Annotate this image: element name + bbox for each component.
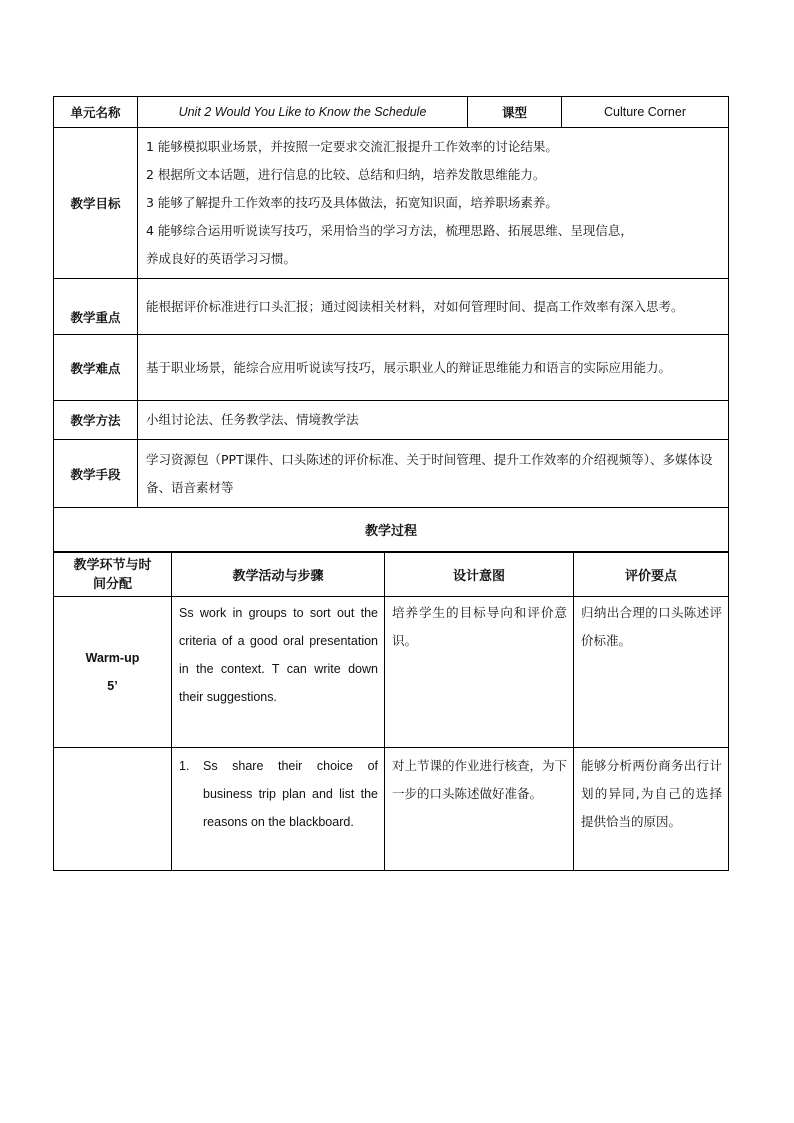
difficulties-label: 教学难点: [54, 335, 138, 401]
process-title: 教学过程: [54, 508, 729, 552]
unit-value: Unit 2 Would You Like to Know the Schedule: [138, 97, 468, 128]
stage-cell: [54, 597, 172, 748]
type-label: 课型: [468, 97, 562, 128]
step-number: 1.: [179, 759, 190, 773]
col-activity: 教学活动与步骤: [172, 553, 385, 597]
methods-text: 小组讨论法、任务教学法、情境教学法: [138, 401, 729, 440]
stage-time: 5’: [107, 679, 118, 693]
activity-cell: [172, 748, 385, 871]
methods-label: 教学方法: [54, 401, 138, 440]
process-header-row: [54, 553, 729, 597]
col-evaluation: 评价要点: [574, 553, 729, 597]
course-info-table: [53, 96, 729, 552]
difficulties-row: [54, 335, 729, 401]
goals-row: [54, 128, 729, 279]
stage-name: Warm-up: [85, 651, 140, 665]
goal-line-5: 养成良好的英语学习习惯。: [146, 251, 297, 266]
means-text: 学习资源包（PPT课件、口头陈述的评价标准、关于时间管理、提升工作效率的介绍视频等）、多媒体设备、语音素材等: [138, 440, 729, 508]
evaluation-cell: 归纳出合理的口头陈述评价标准。: [574, 597, 729, 748]
intent-cell: 对上节课的作业进行核查，为下一步的口头陈述做好准备。: [385, 748, 574, 871]
step-text: Ss share their choice of business trip plan and list the reasons on the blackboard.: [203, 759, 378, 829]
unit-label: 单元名称: [54, 97, 138, 128]
means-row: [54, 440, 729, 508]
table-row: [54, 748, 729, 871]
goal-line-3: 3 能够了解提升工作效率的技巧及具体做法，拓宽知识面，培养职场素养。: [146, 195, 558, 210]
process-title-row: [54, 508, 729, 552]
goal-line-1: 1 能够模拟职业场景，并按照一定要求交流汇报提升工作效率的讨论结果。: [146, 139, 558, 154]
methods-row: [54, 401, 729, 440]
evaluation-cell: 能够分析两份商务出行计划的异同,为自己的选择提供恰当的原因。: [574, 748, 729, 871]
table-row: [54, 597, 729, 748]
difficulties-text: 基于职业场景，能综合应用听说读写技巧，展示职业人的辩证思维能力和语言的实际应用能力。: [138, 335, 729, 401]
goal-line-4: 4 能够综合运用听说读写技巧，采用恰当的学习方法，梳理思路、拓展思维、呈现信息，: [146, 223, 633, 238]
col-intent: 设计意图: [385, 553, 574, 597]
intent-cell: 培养学生的目标导向和评价意识。: [385, 597, 574, 748]
goals-content: [138, 128, 729, 279]
type-value: Culture Corner: [562, 97, 729, 128]
process-table: [53, 552, 729, 871]
stage-cell-empty: [54, 748, 172, 871]
means-label: 教学手段: [54, 440, 138, 508]
goals-label: 教学目标: [54, 128, 138, 279]
goal-line-2: 2 根据所文本话题，进行信息的比较、总结和归纳，培养发散思维能力。: [146, 167, 546, 182]
activity-cell: Ss work in groups to sort out the criteria of a good oral presentation in the context. T can write down their suggestions.: [172, 597, 385, 748]
key-points-row: [54, 279, 729, 335]
key-points-text: 能根据评价标准进行口头汇报；通过阅读相关材料，对如何管理时间、提高工作效率有深入思考。: [138, 279, 729, 335]
col-stage-time: 教学环节与时间分配: [54, 553, 172, 597]
unit-row: [54, 97, 729, 128]
key-points-label: 教学重点: [54, 279, 138, 335]
